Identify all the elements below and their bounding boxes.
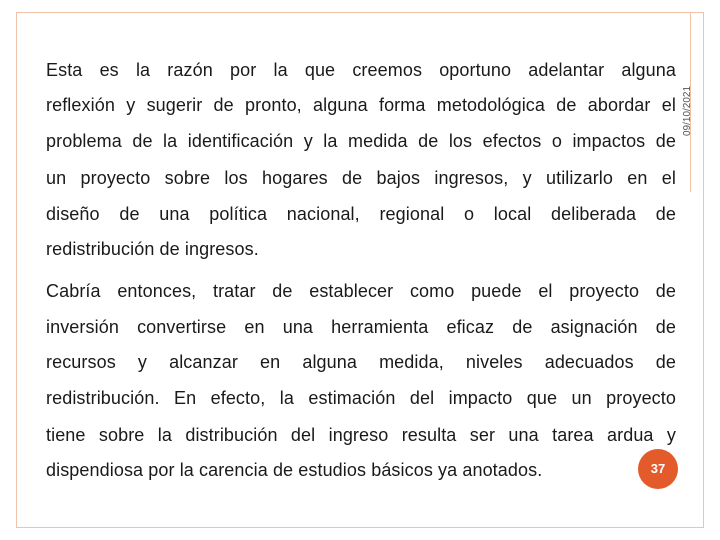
paragraph-line: dispendiosa por la carencia de estudios básicos ya anotados. — [46, 460, 543, 480]
paragraph-line: tiene sobre la distribución del ingreso resulta ser una tarea ardua y — [46, 425, 676, 445]
paragraph-line: redistribución. En efecto, la estimación del impacto que un proyecto — [46, 388, 676, 408]
paragraph-line: diseño de una política nacional, regional o local deliberada de — [46, 204, 676, 224]
side-date: 09/10/2021 — [682, 85, 693, 136]
page-number-badge: 37 — [638, 449, 678, 489]
paragraph-line: Esta es la razón por la que creemos oportuno adelantar alguna — [46, 60, 676, 80]
paragraph-line: Cabría entonces, tratar de establecer como puede el proyecto de — [46, 281, 676, 301]
paragraph-line: recursos y alcanzar en alguna medida, niveles adecuados de — [46, 352, 676, 372]
paragraph-line: problema de la identificación y la medida de los efectos o impactos de — [46, 131, 676, 151]
paragraph-line: un proyecto sobre los hogares de bajos ingresos, y utilizarlo en el — [46, 168, 676, 188]
slide-frame — [16, 12, 704, 528]
paragraph-line: inversión convertirse en una herramienta eficaz de asignación de — [46, 317, 676, 337]
paragraph-line: reflexión y sugerir de pronto, alguna forma metodológica de abordar el — [46, 95, 676, 115]
paragraph-line: redistribución de ingresos. — [46, 239, 259, 259]
